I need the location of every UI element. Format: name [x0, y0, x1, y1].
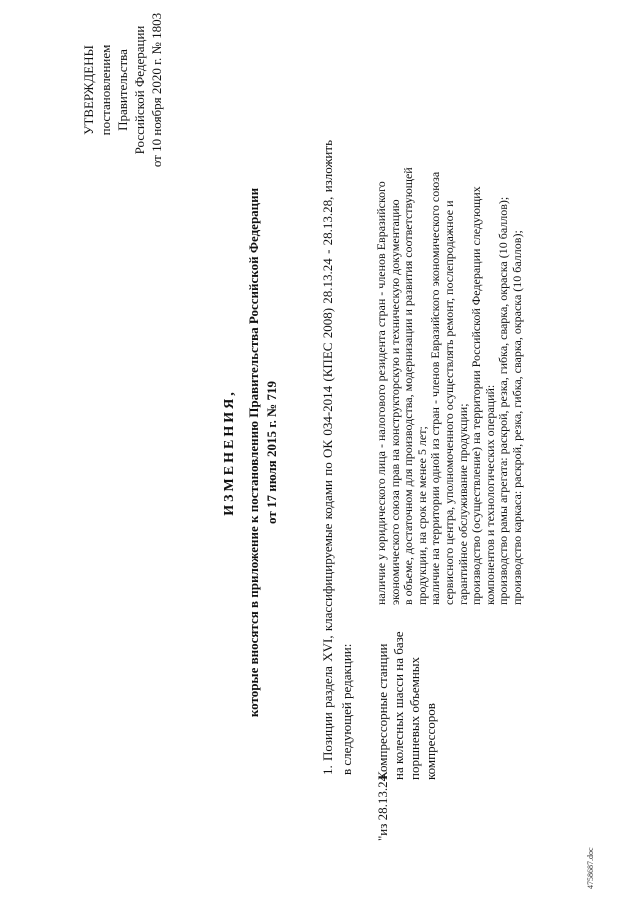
requirement-line: наличие у юридического лица - налогового резидента стран - членов Евразийского — [374, 181, 388, 605]
requirement-line: производство (осуществление) на территории Российской Федерации следующих — [469, 186, 484, 605]
requirement-line: производство рамы агрегата: раскрой, резка, гибка, сварка, окраска (10 баллов); — [496, 196, 511, 605]
requirement-line: экономического союза прав на конструкторскую и техническую документацию — [387, 199, 402, 605]
requirement-line: гарантийное обслуживание продукции; — [455, 403, 470, 605]
document-title: ИЗМЕНЕНИЯ, — [222, 389, 237, 516]
intro-line-2: в следующей редакции: — [339, 643, 354, 775]
intro-line-1: 1. Позиции раздела XVI, классифицируемые кодами по ОК 034-2014 (КПЕС 2008) 28.13.24 - 28.13.28, изложить — [320, 140, 335, 775]
position-code: "из 28.13.24 — [375, 774, 390, 841]
approval-line-3: от 10 ноября 2020 г. № 1803 — [149, 12, 164, 168]
position-name-line: Компрессорные станции — [375, 643, 390, 780]
requirement-line: наличие на территории одной из стран - членов Евразийского экономического союза — [428, 171, 443, 605]
document-subtitle-date: от 17 июля 2015 г. № 719 — [264, 381, 279, 524]
position-name-line: поршневых объемных — [407, 656, 422, 780]
file-reference: 4758687.doc — [586, 847, 595, 889]
requirement-line: сервисного центра, уполномоченного осуществлять ремонт, послепродажное и — [441, 200, 456, 605]
requirement-line: в объеме, достаточном для производства, модернизации и развития соответствующей — [401, 167, 416, 605]
intro-paragraph — [318, 140, 356, 775]
approval-line-1: постановлением Правительства — [98, 44, 130, 136]
approval-heading: УТВЕРЖДЕНЫ — [81, 45, 96, 135]
position-name-line: на колесных шасси на базе — [391, 631, 406, 780]
approval-stamp — [80, 10, 165, 170]
approval-line-2: Российской Федерации — [132, 25, 147, 155]
position-requirements — [375, 45, 525, 605]
requirement-line: производство каркаса: раскрой, резка, гибка, сварка, окраска (10 баллов); — [509, 230, 524, 605]
position-name-line: компрессоров — [423, 703, 438, 780]
document-subtitle: которые вносятся в приложение к постановлению Правительства Российской Федерации — [246, 187, 261, 718]
requirement-line: продукции, на срок не менее 5 лет; — [414, 426, 429, 605]
requirement-line: компонентов и технологических операций: — [482, 384, 497, 605]
